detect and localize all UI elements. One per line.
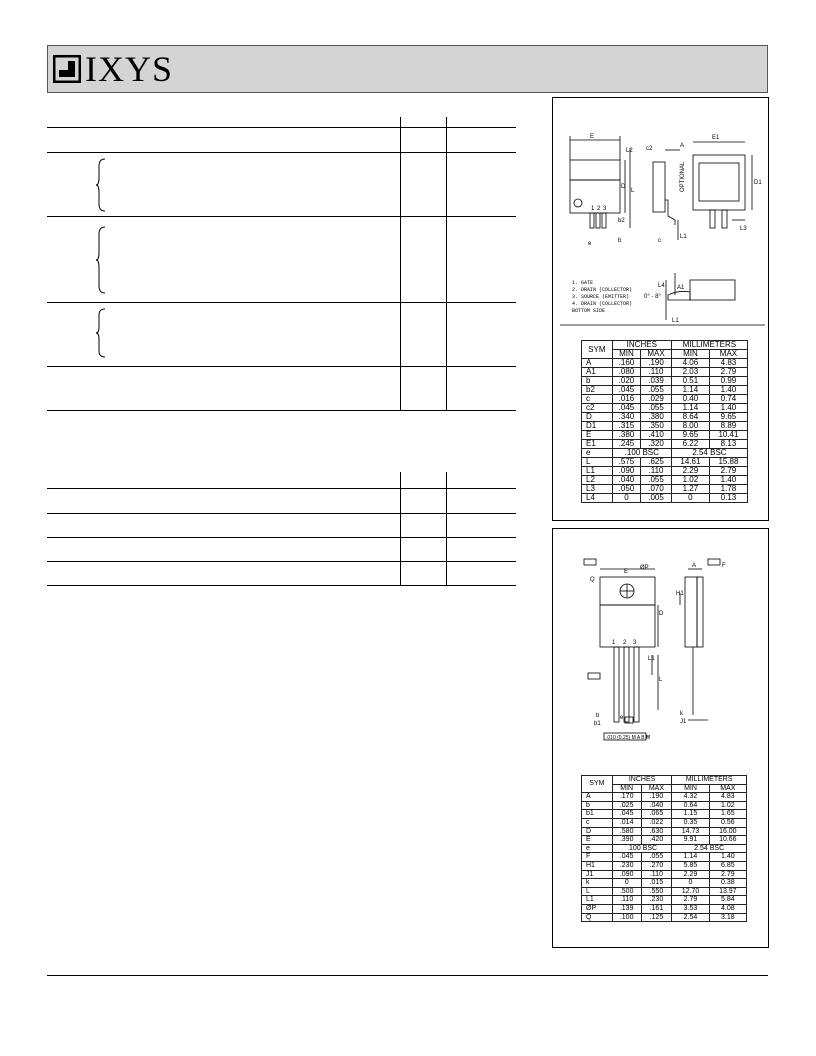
sub-header: MIN — [672, 784, 709, 793]
ixys-logo-mark — [53, 55, 81, 83]
value-cell: .160 — [612, 359, 640, 368]
dim-b-label: b — [618, 238, 622, 244]
inches-header: INCHES — [612, 776, 672, 785]
value-cell: .080 — [612, 368, 640, 377]
table-row — [582, 870, 747, 879]
sym-cell: c — [582, 818, 613, 827]
sym-cell: e — [582, 449, 613, 458]
sym-header: SYM — [582, 341, 613, 359]
sym-cell: A — [582, 793, 613, 802]
value-cell: 1.40 — [709, 404, 747, 413]
sym-cell: Q — [582, 913, 613, 922]
sub-header: MAX — [641, 784, 672, 793]
value-cell: .039 — [641, 377, 672, 386]
value-cell: 1.40 — [709, 476, 747, 485]
sym-cell: L — [582, 887, 613, 896]
ixys-logo — [53, 49, 174, 89]
value-cell: 10.41 — [709, 431, 747, 440]
value-cell: .410 — [641, 431, 672, 440]
sub-header: MAX — [709, 350, 747, 359]
table-row — [582, 836, 747, 845]
svg-text:2: 2 — [597, 206, 601, 212]
value-cell: .315 — [612, 422, 640, 431]
pin-legend-item: 2. DRAIN (COLLECTOR) — [572, 287, 633, 293]
value-cell: 0.99 — [709, 377, 747, 386]
value-cell: .055 — [641, 476, 672, 485]
table-row — [582, 896, 747, 905]
svg-text:2: 2 — [623, 640, 627, 646]
value-cell: .170 — [612, 793, 641, 802]
dim-L2-label: L2 — [626, 148, 633, 154]
sym-cell: L1 — [582, 896, 613, 905]
sym-cell: e — [582, 844, 613, 853]
dim-OP-label: ØP — [640, 565, 649, 571]
pin-legend-item: BOTTOM SIDE — [572, 308, 606, 314]
value-cell: 1.14 — [672, 853, 709, 862]
sym-cell: ØP — [582, 904, 613, 913]
value-cell: 0.13 — [709, 494, 747, 503]
dimension-table-2 — [581, 775, 747, 922]
svg-text:1: 1 — [591, 206, 595, 212]
sym-cell: L2 — [582, 476, 613, 485]
value-cell: 0.35 — [672, 818, 709, 827]
dim-H1-label: H1 — [676, 591, 684, 597]
sym-cell: L1 — [582, 467, 613, 476]
dim-c2-label: c2 — [646, 146, 653, 152]
value-cell: 4.32 — [672, 793, 709, 802]
dim-Q-label: Q — [590, 577, 595, 583]
sym-cell: c — [582, 395, 613, 404]
value-cell: .016 — [612, 395, 640, 404]
value-cell: 10.66 — [709, 836, 746, 845]
value-cell: .040 — [641, 801, 672, 810]
value-cell: 9.65 — [709, 413, 747, 422]
value-cell: 8.89 — [709, 422, 747, 431]
value-cell: 1.14 — [671, 404, 709, 413]
value-cell: 1.02 — [709, 801, 746, 810]
value-cell: .125 — [641, 913, 672, 922]
table-row — [582, 801, 747, 810]
dim-L4-label: L4 — [658, 283, 665, 289]
value-cell: 1.14 — [671, 386, 709, 395]
sub-header: MIN — [612, 784, 641, 793]
sym-cell: E — [582, 431, 613, 440]
value-cell: .045 — [612, 810, 641, 819]
value-cell: 3.18 — [709, 913, 746, 922]
value-cell: 0.56 — [709, 818, 746, 827]
value-cell: .045 — [612, 853, 641, 862]
value-cell: 1.65 — [709, 810, 746, 819]
sym-cell: H1 — [582, 861, 613, 870]
value-cell: .420 — [641, 836, 672, 845]
value-cell: 2.54 BSC — [672, 844, 747, 853]
value-cell: .350 — [641, 422, 672, 431]
value-cell: .500 — [612, 887, 641, 896]
table-row — [582, 904, 747, 913]
pin-legend-1 — [572, 280, 632, 315]
value-cell: .110 — [641, 467, 672, 476]
pin-legend-item: 3. SOURCE (EMITTER) — [572, 294, 630, 300]
dim-b2-label: b2 — [618, 218, 625, 224]
sym-cell: A1 — [582, 368, 613, 377]
value-cell: 0 — [671, 494, 709, 503]
dim-L1b-label: L1 — [672, 318, 679, 324]
value-cell: .390 — [612, 836, 641, 845]
value-cell: .029 — [641, 395, 672, 404]
value-cell: .380 — [641, 413, 672, 422]
value-cell: .020 — [612, 377, 640, 386]
value-cell: 0 — [612, 879, 641, 888]
dim-e2-label: e — [620, 715, 624, 721]
value-cell: 4.83 — [709, 359, 747, 368]
value-cell: 8.13 — [709, 440, 747, 449]
value-cell: 5.84 — [709, 896, 746, 905]
value-cell: 2.29 — [672, 870, 709, 879]
dim-L2c-label: L — [659, 677, 663, 683]
sym-cell: L4 — [582, 494, 613, 503]
value-cell: .380 — [612, 431, 640, 440]
package-2-drawing — [580, 555, 750, 750]
value-cell: .065 — [641, 810, 672, 819]
footer-rule — [47, 975, 768, 976]
table-row — [582, 818, 747, 827]
sub-header: MIN — [612, 350, 640, 359]
value-cell: 4.08 — [709, 904, 746, 913]
value-cell: .245 — [612, 440, 640, 449]
value-cell: 2.79 — [672, 896, 709, 905]
sym-cell: D1 — [582, 422, 613, 431]
value-cell: 4.06 — [671, 359, 709, 368]
dim-A2-label: A — [692, 563, 697, 569]
sym-cell: E1 — [582, 440, 613, 449]
value-cell: .055 — [641, 386, 672, 395]
svg-text:1: 1 — [612, 640, 616, 646]
dim-k-label: k — [680, 711, 683, 717]
sym-cell: J1 — [582, 870, 613, 879]
value-cell: 1.40 — [709, 386, 747, 395]
value-cell: 9.91 — [672, 836, 709, 845]
value-cell: .580 — [612, 827, 641, 836]
dim-D2-label: D — [659, 611, 664, 617]
table-row — [582, 887, 747, 896]
value-cell: .340 — [612, 413, 640, 422]
table-row — [582, 879, 747, 888]
value-cell: 0.40 — [671, 395, 709, 404]
svg-text:3: 3 — [603, 206, 607, 212]
value-cell: .230 — [612, 861, 641, 870]
sub-header: MAX — [709, 784, 746, 793]
group-brace-1 — [95, 158, 109, 212]
value-cell: 2.79 — [709, 870, 746, 879]
sym-cell: D — [582, 827, 613, 836]
sub-header: MIN — [671, 350, 709, 359]
optional-label: OPTIONAL — [680, 161, 686, 192]
dim-D-label: D — [621, 184, 626, 190]
value-cell: 8.00 — [671, 422, 709, 431]
value-cell: .100 — [612, 913, 641, 922]
value-cell: .230 — [641, 896, 672, 905]
value-cell: .022 — [641, 818, 672, 827]
value-cell: .055 — [641, 853, 672, 862]
value-cell: 1.78 — [709, 485, 747, 494]
value-cell: .045 — [612, 404, 640, 413]
sym-cell: L — [582, 458, 613, 467]
value-cell: .090 — [612, 870, 641, 879]
dimension-table-1 — [581, 340, 748, 503]
table-row — [582, 494, 748, 503]
mm-header: MILLIMETERS — [671, 341, 747, 350]
sym-cell: F — [582, 853, 613, 862]
dim-D1-label: D1 — [754, 180, 762, 186]
sym-cell: b1 — [582, 810, 613, 819]
value-cell: 2.54 — [672, 913, 709, 922]
value-cell: .090 — [612, 467, 640, 476]
value-cell: 13.97 — [709, 887, 746, 896]
table-row — [582, 861, 747, 870]
value-cell: .100 BSC — [612, 844, 672, 853]
value-cell: 1.40 — [709, 853, 746, 862]
sym-cell: b — [582, 801, 613, 810]
value-cell: 4.83 — [709, 793, 746, 802]
value-cell: .050 — [612, 485, 640, 494]
dim-J1-label: J1 — [680, 719, 687, 725]
svg-text:3: 3 — [633, 640, 637, 646]
value-cell: .110 — [641, 870, 672, 879]
value-cell: 9.65 — [671, 431, 709, 440]
table-row — [582, 810, 747, 819]
value-cell: 2.54 BSC — [671, 449, 747, 458]
value-cell: 1.02 — [671, 476, 709, 485]
sub-header: MAX — [641, 350, 672, 359]
value-cell: 6.22 — [671, 440, 709, 449]
sym-cell: A — [582, 359, 613, 368]
value-cell: .270 — [641, 861, 672, 870]
value-cell: .070 — [641, 485, 672, 494]
dim-F-label: F — [722, 563, 726, 569]
value-cell: .190 — [641, 793, 672, 802]
dim-e-label: e — [588, 241, 592, 247]
dim-A1-label: A1 — [677, 285, 685, 291]
sym-cell: b — [582, 377, 613, 386]
table-row — [582, 913, 747, 922]
dim-L1c-label: L1 — [648, 656, 655, 662]
value-cell: .320 — [641, 440, 672, 449]
tolerance-box: .010 (0.25) M A B M — [606, 735, 651, 741]
dim-E-label: E — [590, 134, 595, 140]
dim-A-label: A — [680, 143, 685, 149]
value-cell: .161 — [641, 904, 672, 913]
sym-cell: E — [582, 836, 613, 845]
value-cell: .630 — [641, 827, 672, 836]
dim-b1-label: b1 — [594, 721, 601, 727]
value-cell: 0.38 — [709, 879, 746, 888]
value-cell: .040 — [612, 476, 640, 485]
value-cell: 2.79 — [709, 467, 747, 476]
value-cell: .110 — [641, 368, 672, 377]
inches-header: INCHES — [612, 341, 671, 350]
value-cell: 0.51 — [671, 377, 709, 386]
value-cell: 6.85 — [709, 861, 746, 870]
value-cell: .100 BSC — [612, 449, 671, 458]
value-cell: .139 — [612, 904, 641, 913]
table-row — [582, 827, 747, 836]
dim-L1-label: L1 — [680, 234, 687, 240]
angle-label: 0° - 8° — [644, 294, 661, 300]
sym-header: SYM — [582, 776, 613, 793]
brand-name: IXYS — [85, 49, 174, 89]
value-cell: 14.61 — [671, 458, 709, 467]
value-cell: 3.53 — [672, 904, 709, 913]
value-cell: 2.79 — [709, 368, 747, 377]
value-cell: 1.15 — [672, 810, 709, 819]
value-cell: .015 — [641, 879, 672, 888]
value-cell: 14.73 — [672, 827, 709, 836]
dim-E2-label: E — [624, 569, 629, 575]
value-cell: 5.85 — [672, 861, 709, 870]
dim-E1-label: E1 — [712, 135, 720, 141]
dim-c-label: c — [658, 238, 661, 244]
value-cell: .014 — [612, 818, 641, 827]
value-cell: 0 — [612, 494, 640, 503]
value-cell: .110 — [612, 896, 641, 905]
value-cell: .005 — [641, 494, 672, 503]
value-cell: 8.64 — [671, 413, 709, 422]
value-cell: .055 — [641, 404, 672, 413]
dim-b2b-label: b — [596, 713, 600, 719]
dim-L-label: L — [631, 188, 635, 194]
value-cell: 0.74 — [709, 395, 747, 404]
value-cell: .550 — [641, 887, 672, 896]
sym-cell: b2 — [582, 386, 613, 395]
value-cell: 16.00 — [709, 827, 746, 836]
value-cell: 0.64 — [672, 801, 709, 810]
group-brace-3 — [95, 308, 109, 358]
value-cell: 0 — [672, 879, 709, 888]
group-brace-2 — [95, 226, 109, 294]
sym-cell: L3 — [582, 485, 613, 494]
value-cell: .025 — [612, 801, 641, 810]
value-cell: .190 — [641, 359, 672, 368]
value-cell: 1.27 — [671, 485, 709, 494]
table-row — [582, 853, 747, 862]
pin-legend-item: 4. DRAIN (COLLECTOR) — [572, 301, 633, 307]
table-row — [582, 844, 747, 853]
table-row — [582, 793, 747, 802]
sym-cell: c2 — [582, 404, 613, 413]
value-cell: .575 — [612, 458, 640, 467]
value-cell: .625 — [641, 458, 672, 467]
value-cell: .045 — [612, 386, 640, 395]
value-cell: 15.88 — [709, 458, 747, 467]
mm-header: MILLIMETERS — [672, 776, 747, 785]
sym-cell: k — [582, 879, 613, 888]
value-cell: 2.29 — [671, 467, 709, 476]
pin-legend-item: 1. GATE — [572, 280, 594, 286]
value-cell: 2.03 — [671, 368, 709, 377]
dim-L3-label: L3 — [740, 226, 747, 232]
sym-cell: D — [582, 413, 613, 422]
value-cell: 12.70 — [672, 887, 709, 896]
